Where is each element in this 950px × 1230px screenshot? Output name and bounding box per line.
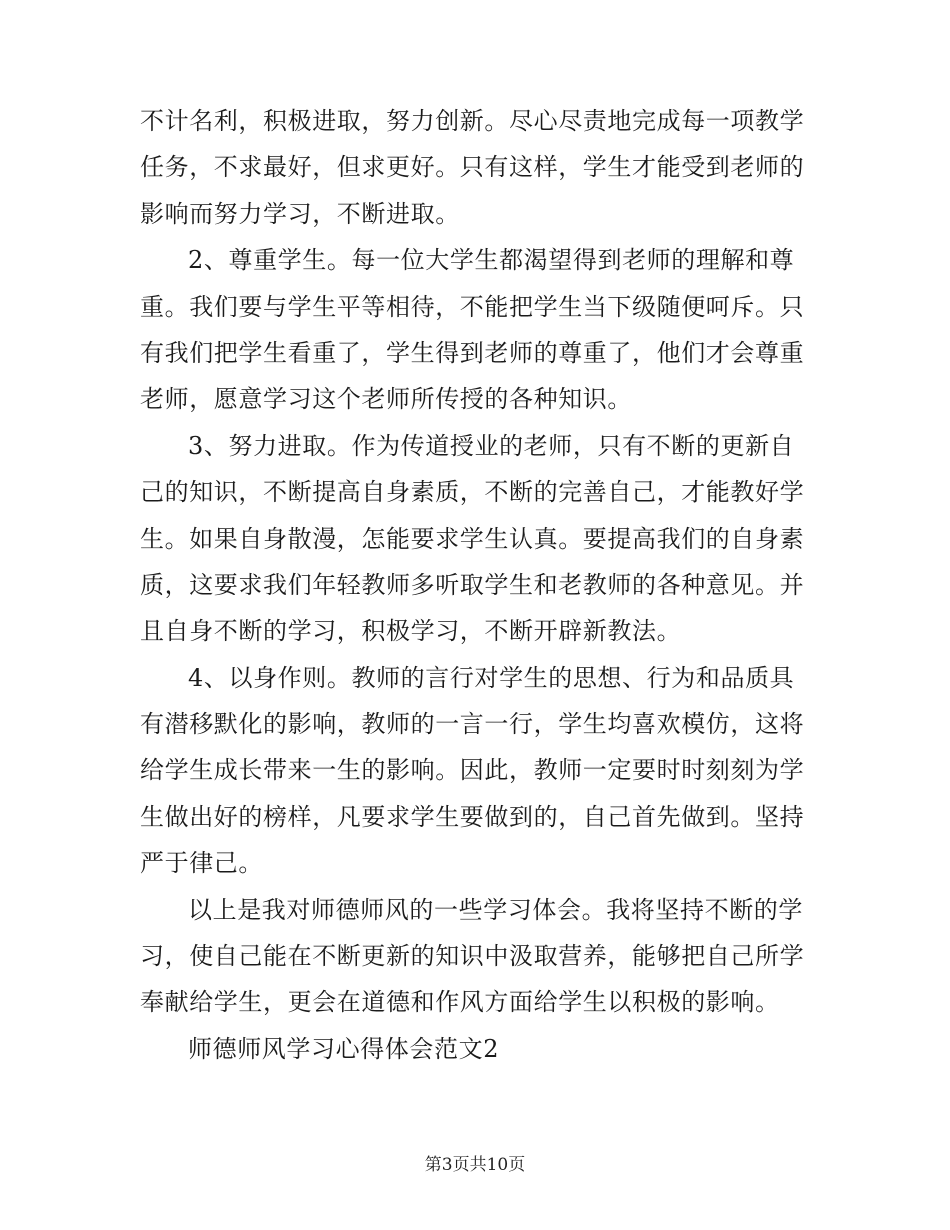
document-body (140, 98, 812, 1072)
text-line: 不计名利，积极进取，努力创新。尽心尽责地完成每一项教学 (140, 107, 805, 135)
paragraph-start-line: 3、努力进取。作为传道授业的老师，只有不断的更新自 (188, 431, 795, 460)
paragraph-start-line: 2、尊重学生。每一位大学生都渴望得到老师的理解和尊 (188, 246, 795, 275)
text-line: 给学生成长带来一生的影响。因此，教师一定要时时刻刻为学 (140, 756, 805, 785)
text-line: 生。如果自身散漫，怎能要求学生认真。要提高我们的自身素 (140, 524, 805, 553)
text-line: 己的知识，不断提高自身素质，不断的完善自己，才能教好学 (140, 478, 805, 507)
text-line: 任务，不求最好，但求更好。只有这样，学生才能受到老师的 (140, 153, 805, 182)
text-line: 习，使自己能在不断更新的知识中汲取营养，能够把自己所学 (140, 942, 805, 971)
text-line: 且自身不断的学习，积极学习，不断开辟新教法。 (140, 617, 682, 646)
text-line: 重。我们要与学生平等相待，不能把学生当下级随便呵斥。只 (140, 292, 805, 321)
text-line: 有潜移默化的影响，教师的一言一行，学生均喜欢模仿，这将 (140, 710, 805, 739)
text-line: 奉献给学生，更会在道德和作风方面给学生以积极的影响。 (140, 988, 780, 1017)
page-number-footer: 第3页共10页 (424, 1155, 526, 1175)
text-line: 有我们把学生看重了，学生得到老师的尊重了，他们才会尊重 (140, 338, 805, 367)
text-line: 严于律己。 (140, 849, 263, 878)
text-line: 质，这要求我们年轻教师多听取学生和老教师的各种意见。并 (140, 570, 805, 599)
text-line: 老师，愿意学习这个老师所传授的各种知识。 (140, 385, 632, 414)
paragraph-start-line: 以上是我对师德师风的一些学习体会。我将坚持不断的学 (188, 895, 803, 924)
text-line: 生做出好的榜样，凡要求学生要做到的，自己首先做到。坚持 (140, 802, 805, 831)
section-heading: 师德师风学习心得体会范文2 (188, 1034, 500, 1063)
text-line: 影响而努力学习，不断进取。 (140, 199, 460, 228)
paragraph-start-line: 4、以身作则。教师的言行对学生的思想、行为和品质具 (188, 663, 795, 692)
